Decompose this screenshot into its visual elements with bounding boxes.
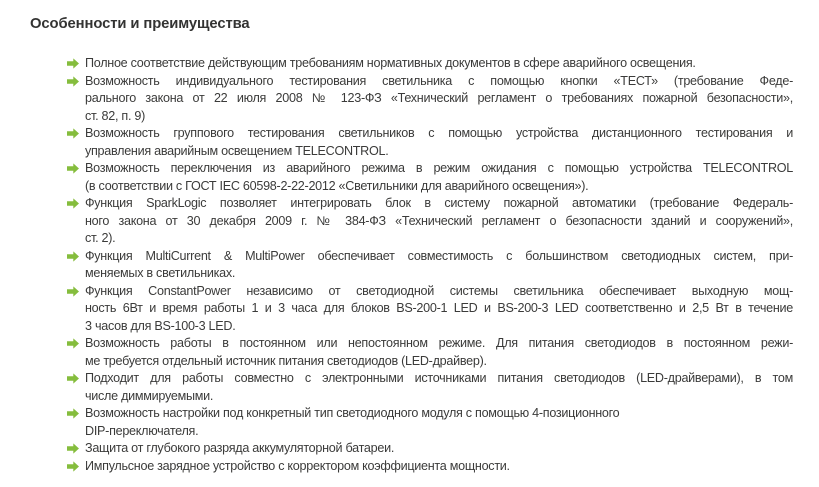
feature-item	[67, 248, 793, 283]
feature-text-line: (в соответствии с ГОСТ IEC 60598-2-22-2012 «Светильники для аварийного освещения»).	[85, 178, 589, 193]
feature-item	[67, 195, 793, 248]
page-title: Особенности и преимущества	[30, 16, 250, 32]
feature-item	[67, 458, 793, 476]
feature-text	[85, 160, 793, 195]
feature-text-line: рального закона от 22 июля 2008 № 123-ФЗ «Технический регламент о требованиях пожарной безопасности»,	[85, 91, 793, 105]
feature-text-line: управления аварийным освещением TELECONTROL.	[85, 143, 389, 158]
feature-text-line: ность 6Вт и время работы 1 и 3 часа для блоков BS-200-1 LED и BS-200-3 LED соответственно и 2,5 Вт в течение	[85, 301, 793, 315]
feature-text	[85, 335, 793, 370]
feature-item	[67, 370, 793, 405]
feature-item	[67, 55, 793, 73]
feature-text	[85, 73, 793, 126]
feature-text-line: DIP-переключателя.	[85, 423, 199, 438]
feature-text-line: 3 часов для BS-100-3 LED.	[85, 318, 236, 333]
arrow-right-icon	[67, 408, 79, 419]
feature-item	[67, 283, 793, 336]
arrow-right-icon	[67, 338, 79, 349]
feature-text-line: Подходит для работы совместно с электронными источниками питания светодиодов (LED-драйверами), в том	[85, 371, 793, 385]
feature-text	[85, 55, 793, 73]
feature-text	[85, 195, 793, 248]
feature-item	[67, 405, 793, 440]
arrow-right-icon	[67, 58, 79, 69]
feature-text-line: Функция SparkLogic позволяет интегрировать блок в систему пожарной автоматики (требование Федераль-	[85, 196, 793, 210]
feature-text	[85, 458, 793, 476]
feature-text	[85, 370, 793, 405]
feature-text	[85, 440, 793, 458]
feature-text-line: Функция MultiCurrent & MultiPower обеспечивает совместимость с большинством светодиодных систем, при-	[85, 248, 793, 263]
feature-text-line: числе диммируемыми.	[85, 388, 214, 403]
feature-item	[67, 440, 793, 458]
feature-text-line: Возможность работы в постоянном или непостоянном режиме. Для питания светодиодов в постоянном режи-	[85, 336, 793, 350]
feature-text-line: Возможность переключения из аварийного режима в режим ожидания с помощью устройства TELECONTROL	[85, 161, 793, 175]
feature-text	[85, 125, 793, 160]
feature-text-line: Полное соответствие действующим требованиям нормативных документов в сфере аварийного освещения.	[85, 56, 696, 70]
arrow-right-icon	[67, 76, 79, 87]
feature-text	[85, 248, 793, 283]
feature-text-line: Функция ConstantPower независимо от светодиодной системы светильника обеспечивает выходную мощ-	[85, 283, 793, 298]
feature-item	[67, 125, 793, 160]
feature-text	[85, 405, 793, 440]
feature-text-line: Возможность настройки под конкретный тип светодиодного модуля с помощью 4-позиционного	[85, 406, 620, 420]
feature-text-line: ного закона от 30 декабря 2009 г. № 384-ФЗ «Технический регламент о безопасности зданий и сооружений»,	[85, 213, 793, 228]
arrow-right-icon	[67, 461, 79, 472]
feature-text	[85, 283, 793, 336]
feature-item	[67, 160, 793, 195]
arrow-right-icon	[67, 373, 79, 384]
feature-item	[67, 73, 793, 126]
arrow-right-icon	[67, 443, 79, 454]
feature-text-line: Возможность индивидуального тестирования светильника с помощью кнопки «ТЕСТ» (требование Феде-	[85, 73, 793, 88]
feature-item	[67, 335, 793, 370]
feature-text-line: меняемых в светильниках.	[85, 266, 236, 280]
feature-text-line: ст. 2).	[85, 231, 116, 245]
arrow-right-icon	[67, 128, 79, 139]
arrow-right-icon	[67, 251, 79, 262]
arrow-right-icon	[67, 286, 79, 297]
arrow-right-icon	[67, 198, 79, 209]
arrow-right-icon	[67, 163, 79, 174]
feature-text-line: ме требуется отдельный источник питания светодиодов (LED-драйвер).	[85, 353, 487, 368]
feature-text-line: ст. 82, п. 9)	[85, 108, 146, 123]
feature-text-line: Импульсное зарядное устройство с корректором коэффициента мощности.	[85, 458, 510, 473]
features-list	[67, 55, 793, 475]
feature-text-line: Возможность группового тестирования светильников с помощью устройства дистанционного тестирования и	[85, 126, 793, 140]
feature-text-line: Защита от глубокого разряда аккумуляторной батареи.	[85, 441, 395, 455]
